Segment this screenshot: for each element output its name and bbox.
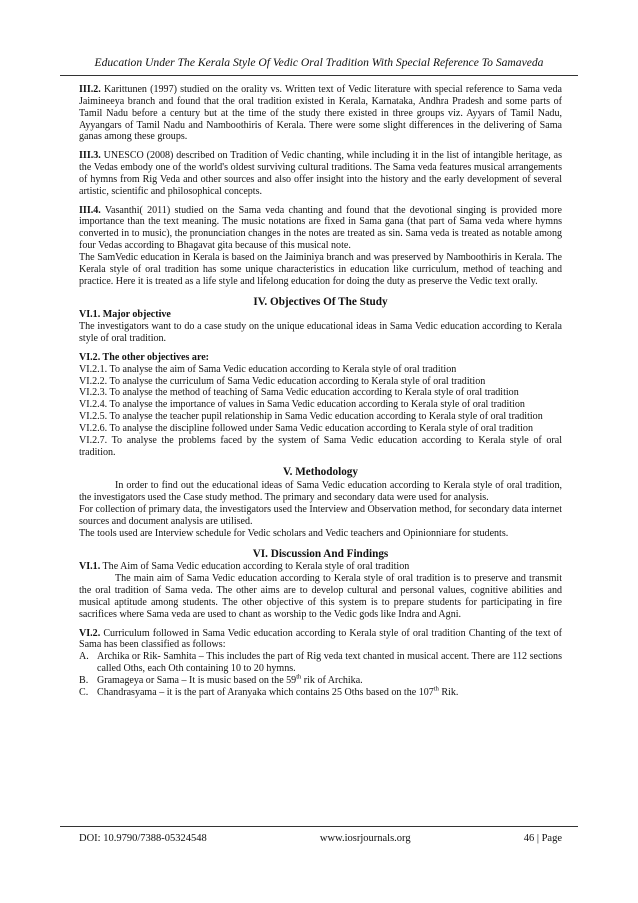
page-number: 46 | Page bbox=[523, 833, 562, 844]
page-footer bbox=[79, 833, 562, 844]
journal-website: www.iosrjournals.org bbox=[319, 833, 411, 844]
objective-item: VI.2.1. To analyse the aim of Sama Vedic education according to Kerala style of oral tradition bbox=[79, 363, 457, 375]
list-marker: C. bbox=[79, 686, 89, 698]
subsection-label: VI.2. bbox=[79, 627, 101, 639]
list-text: Gramageya or Sama – It is music based on the 59 bbox=[97, 674, 297, 686]
list-text: Rik. bbox=[438, 686, 459, 698]
curriculum-list-item bbox=[79, 687, 562, 699]
other-objectives-heading: VI.2. The other objectives are: bbox=[79, 351, 210, 363]
findings-aim-paragraph bbox=[79, 573, 562, 620]
objectives-heading: IV. Objectives Of The Study bbox=[253, 295, 388, 308]
methodology-heading: V. Methodology bbox=[282, 466, 358, 479]
methodology-text: In order to find out the educational ideas of Sama Vedic education according to Kerala style of oral tradition, the investigators used the Case study method. The primary and secondary data were used for analysis. bbox=[79, 480, 562, 504]
review-paragraph-3-4 bbox=[79, 205, 562, 252]
subsection-label: VI.1. bbox=[79, 561, 101, 573]
review-paragraph-3-3 bbox=[79, 150, 562, 197]
list-text: Archika or Rik- Samhita – This includes the part of Rig veda text chanted in musical accent. There are 112 sections called Oths, each Oth containing 10 to 20 hymns. bbox=[97, 651, 562, 675]
methodology-paragraph: For collection of primary data, the investigators used the Interview and Observation method, for secondary data internet sources and document analysis are utilised. bbox=[79, 504, 562, 527]
paragraph-text: Vasanthi( 2011) studied on the Sama veda chanting and found that the devotional singing is provided more importance than the text meaning. The music notations are fixed in Sama gana (that part of Sama veda where hymns converted in to music), the pronunciation changes in the notes are treated as sin. Sama veda is treated as notable among four Vedas according to Bhagavat gita because of this musical note. bbox=[79, 204, 562, 252]
methodology-paragraph: The tools used are Interview schedule for Vedic scholars and Vedic teachers and Opinionniare for students. bbox=[79, 527, 509, 539]
curriculum-text: Curriculum followed in Sama Vedic education according to Kerala style of oral tradition Chanting of the text of Sama has been classified as follows: bbox=[79, 627, 562, 651]
curriculum-list-item bbox=[79, 651, 562, 675]
list-text: Chandrasyama – it is the part of Aranyaka which contains 25 Oths based on the 107 bbox=[97, 686, 434, 698]
paragraph-text: UNESCO (2008) described on Tradition of Vedic chanting, while including it in the list of intangible heritage, as the Vedas embody one of the world's oldest surviving cultural traditions. The Sama veda features musical arrangements of hymns from Rig Veda and other sources and also offer insight into the history and the early development of several artistic, scientific and philosophical concepts. bbox=[79, 150, 562, 197]
header-rule bbox=[60, 75, 578, 76]
paragraph-text: Karittunen (1997) studied on the orality vs. Written text of Vedic literature with special reference to Sama veda Jaimineeya branch and found that the oral tradition existed in Kerala, Karnataka, Andhra Pradesh and some parts of Tamil Nadu before a century but at the time of the study there existed in three groups viz. Ayyars of Tamil Nadu, Ayyangars of Tamil Nadu and Namboothiris of Kerala. There were some slight differences in the delivering of Sama ganas among these groups. bbox=[79, 84, 562, 143]
ordinal-suffix: th bbox=[433, 685, 439, 693]
review-paragraph-3-4-continued: The SamVedic education in Kerala is based on the Jaiminiya branch and was preserved by Namboothiris in Kerala. The Kerala style of oral tradition has some unique characteristics in education like curriculum, method of teaching and practice. Here it is treated as a life style and lifelong education for doing the duty as preserve the Vedic text orally. bbox=[79, 251, 562, 287]
list-text: rik of Archika. bbox=[301, 674, 363, 686]
list-marker: B. bbox=[79, 674, 89, 686]
subsection-title-text: The Aim of Sama Vedic education according to Kerala style of oral tradition bbox=[100, 561, 410, 573]
major-objective-text: The investigators want to do a case study on the unique educational ideas in Sama Vedic education according to Kerala style of oral tradition. bbox=[79, 321, 562, 345]
findings-curriculum-paragraph bbox=[79, 628, 562, 652]
objective-item: VI.2.6. To analyse the discipline followed under Sama Vedic education according to Kerala style of oral tradition bbox=[79, 422, 533, 434]
objective-item: VI.2.7. To analyse the problems faced by the system of Sama Vedic education according to Kerala style of oral tradition. bbox=[79, 434, 562, 458]
paragraph-label: III.2. bbox=[79, 84, 101, 95]
doi: DOI: 10.9790/7388-05324548 bbox=[79, 833, 207, 844]
aim-text: The main aim of Sama Vedic education according to Kerala style of oral tradition is to preserve and transmit the oral tradition of Sama veda. The other aims are to develop cultural and personal values, cognitive abilities and musical aptitude among students. The other objective of this system is to prepare students for participating in fire sacrifices where Sama veda are used to chant as worship to the Vedic gods like Indra and Agni. bbox=[79, 573, 562, 620]
list-marker: A. bbox=[79, 651, 89, 663]
review-paragraph-3-2 bbox=[79, 84, 562, 143]
curriculum-list-item bbox=[79, 675, 562, 687]
paragraph-label: III.3. bbox=[79, 150, 101, 162]
paragraph-label: III.4. bbox=[79, 204, 101, 216]
objective-item: VI.2.5. To analyse the teacher pupil relationship in Sama Vedic education according to Kerala style of oral tradition bbox=[79, 411, 543, 423]
objective-item: VI.2.2. To analyse the curriculum of Sama Vedic education according to Kerala style of oral tradition bbox=[79, 375, 486, 387]
ordinal-suffix: th bbox=[296, 673, 302, 681]
methodology-paragraph bbox=[79, 480, 562, 504]
footer-rule bbox=[60, 826, 578, 827]
running-title: Education Under The Kerala Style Of Vedic Oral Tradition With Special Reference To Samaveda bbox=[94, 56, 544, 69]
findings-heading: VI. Discussion And Findings bbox=[252, 547, 389, 560]
findings-subsection-title bbox=[79, 561, 562, 573]
major-objective-heading: VI.1. Major objective bbox=[79, 309, 171, 321]
body-text bbox=[79, 84, 562, 699]
objective-item: VI.2.4. To analyse the importance of values in Sama Vedic education according to Kerala style of oral tradition bbox=[79, 399, 525, 411]
objective-item: VI.2.3. To analyse the method of teaching of Sama Vedic education according to Kerala style of oral tradition bbox=[79, 387, 519, 399]
